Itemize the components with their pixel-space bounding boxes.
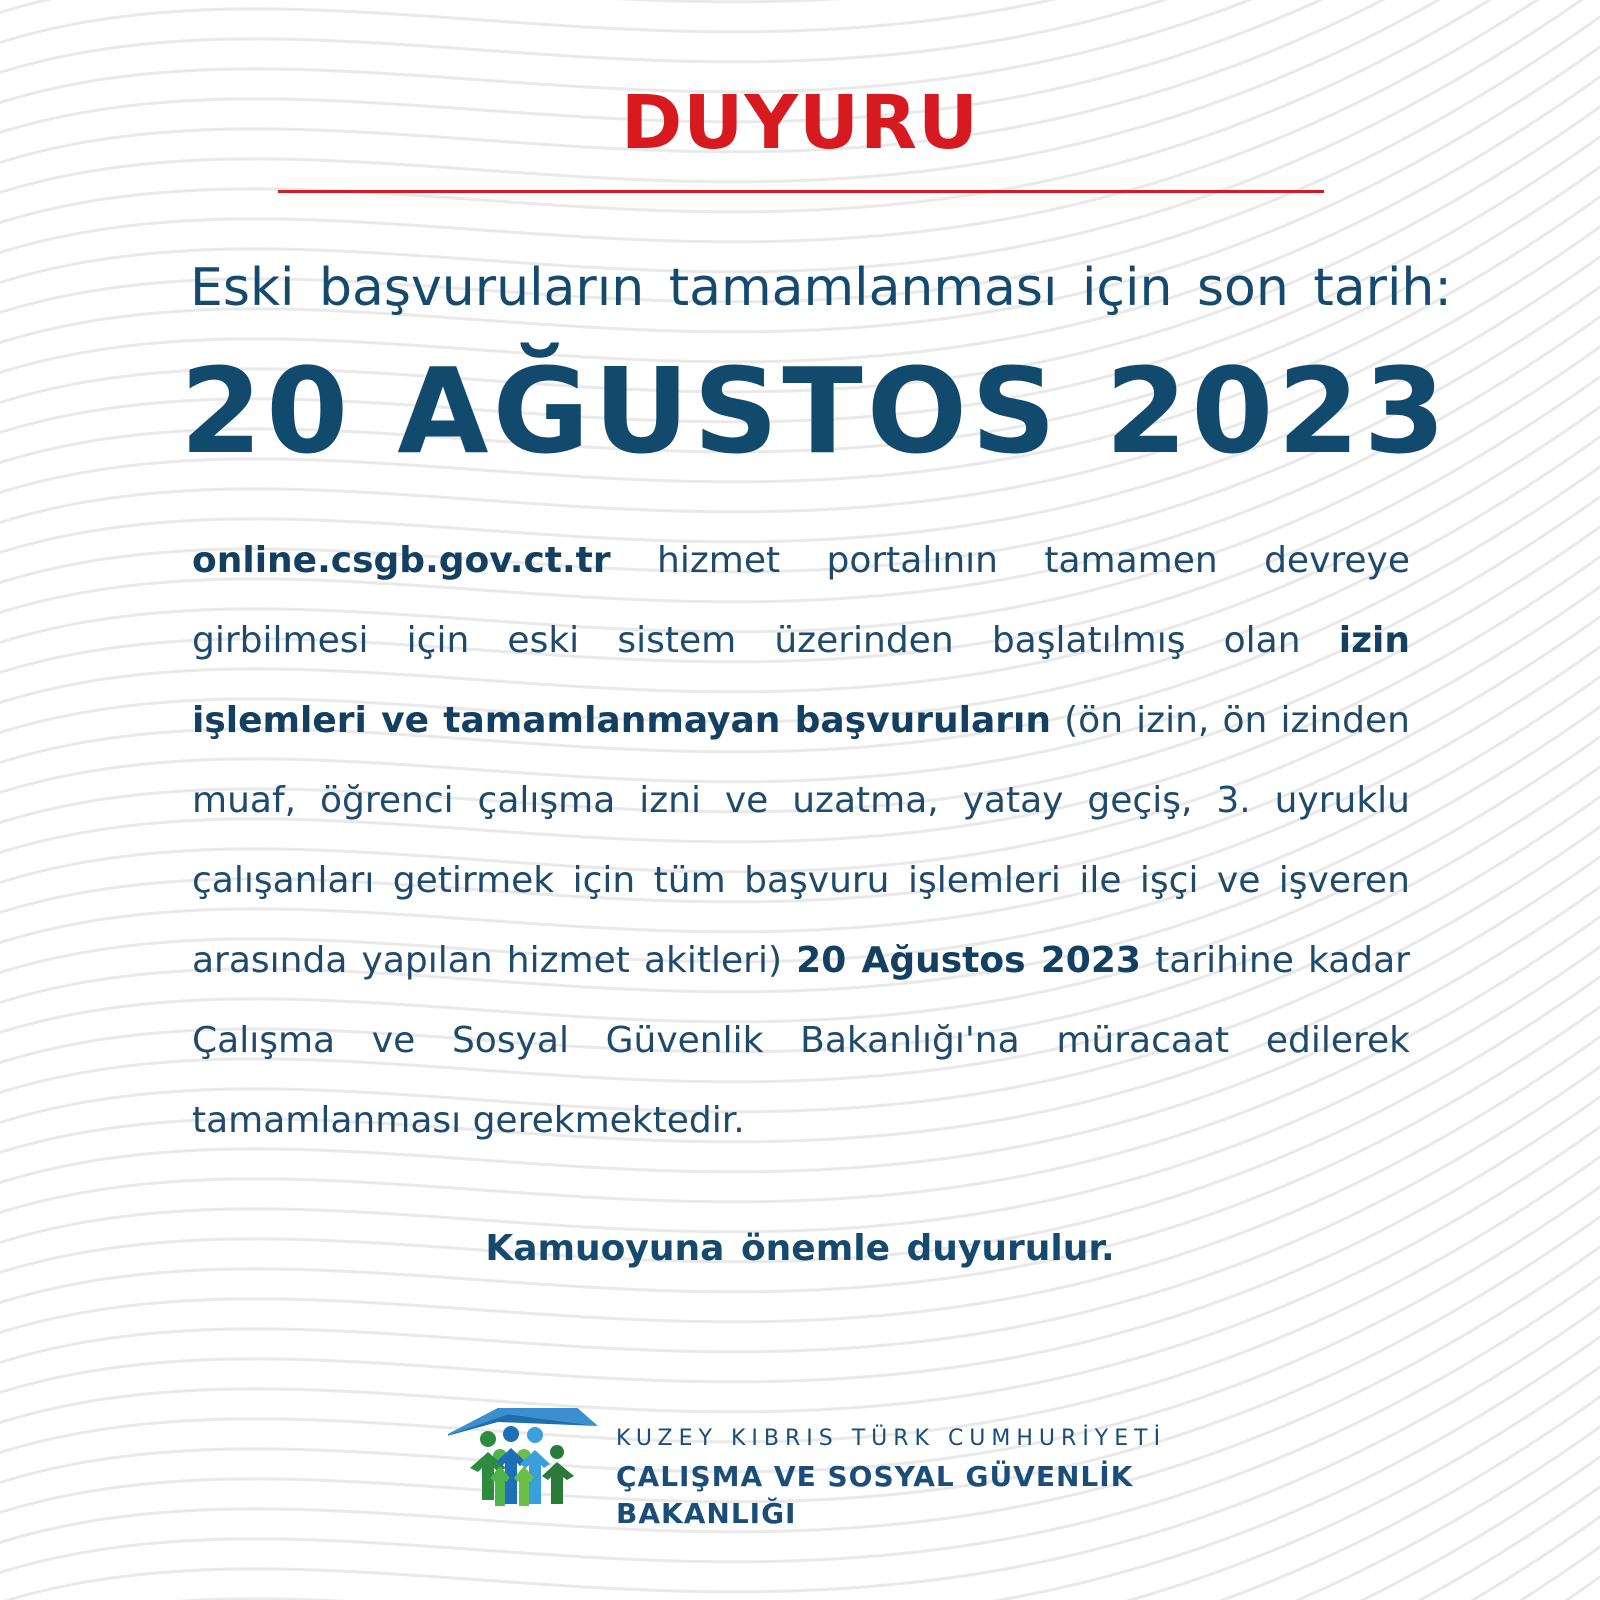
portal-url: online.csgb.gov.ct.tr bbox=[192, 540, 611, 581]
ministry-logo-icon bbox=[448, 1408, 608, 1538]
logo-line-country: KUZEY KIBRIS TÜRK CUMHURİYETİ bbox=[616, 1426, 1167, 1451]
page-title: DUYURU bbox=[620, 80, 980, 166]
body-text-3: tarihine kadar Çalışma ve Sosyal Güvenlik Bakanlığı'na müracaat edilerek tamamlanması gerekmektedir. bbox=[192, 940, 1410, 1141]
title-divider bbox=[278, 190, 1324, 193]
body-text-2: (ön izin, ön izinden muaf, öğrenci çalışma izni ve uzatma, yatay geçiş, 3. uyruklu çalışanları getirmek için tüm başvuru işlemleri ile işçi ve işveren arasında yapılan hizmet akitleri) bbox=[192, 700, 1411, 981]
ministry-logo bbox=[448, 1408, 1168, 1538]
announcement-body bbox=[192, 521, 1410, 1161]
body-emphasis-1: izin işlemleri ve tamamlanmayan başvuruların bbox=[192, 620, 1410, 741]
logo-line-ministry: ÇALIŞMA VE SOSYAL GÜVENLİK bbox=[616, 1460, 1134, 1493]
body-text-1: hizmet portalının tamamen devreye girbilmesi için eski sistem üzerinden başlatılmış olan bbox=[192, 540, 1410, 661]
deadline-subtitle: Eski başvuruların tamamlanması için son tarih: bbox=[190, 258, 1452, 318]
closing-statement: Kamuoyuna önemle duyurulur. bbox=[485, 1228, 1115, 1269]
deadline-date: 20 AĞUSTOS 2023 bbox=[180, 342, 1450, 480]
body-emphasis-date: 20 Ağustos 2023 bbox=[796, 940, 1141, 981]
logo-line-ministry-2: BAKANLIĞI bbox=[616, 1497, 797, 1530]
